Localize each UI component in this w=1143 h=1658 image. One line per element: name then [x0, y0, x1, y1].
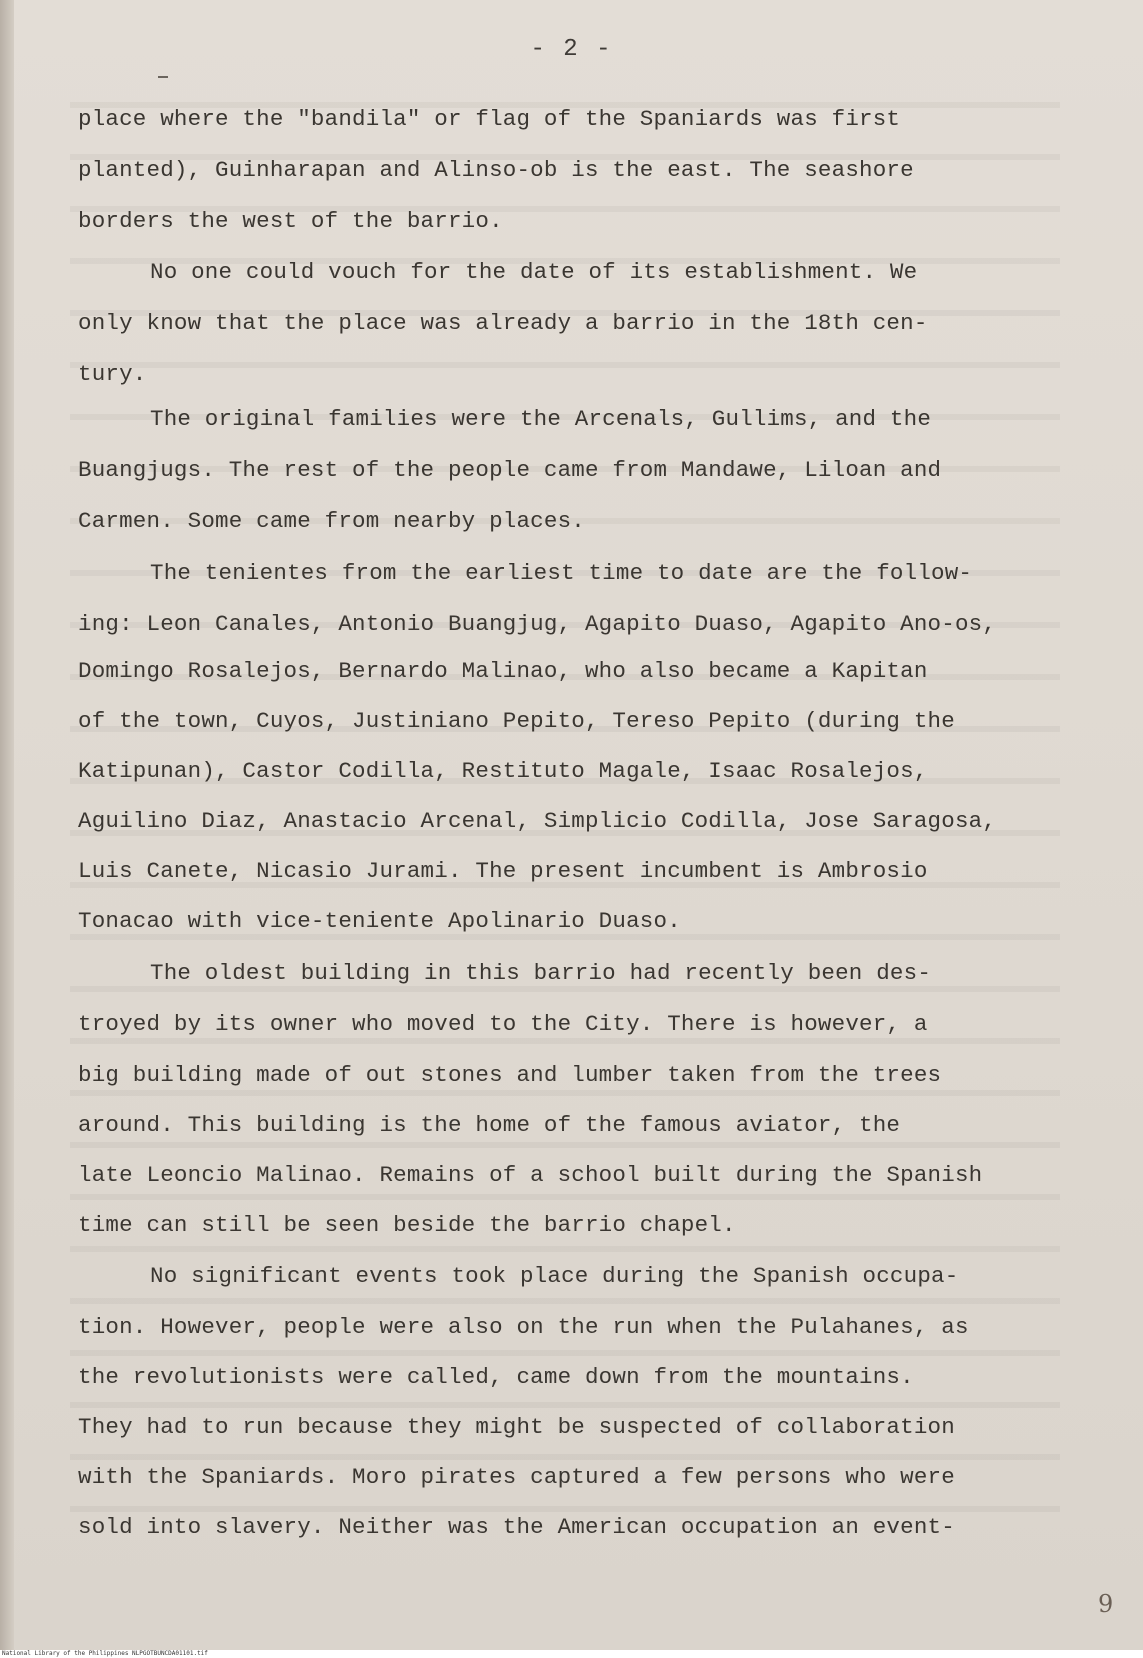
text-line: Tonacao with vice-teniente Apolinario Duaso.: [78, 908, 681, 934]
text-line: The tenientes from the earliest time to date are the follow-: [150, 560, 973, 586]
page-number: - 2 -: [530, 36, 613, 63]
text-line: Luis Canete, Nicasio Jurami. The present incumbent is Ambrosio: [78, 858, 928, 884]
text-line: planted), Guinharapan and Alinso-ob is the east. The seashore: [78, 157, 914, 183]
text-line: They had to run because they might be suspected of collaboration: [78, 1414, 955, 1440]
text-line: tion. However, people were also on the run when the Pulahanes, as: [78, 1314, 969, 1340]
text-line: around. This building is the home of the famous aviator, the: [78, 1112, 901, 1138]
bleed-through-text: [70, 80, 1060, 1530]
text-line: borders the west of the barrio.: [78, 208, 503, 234]
text-line: tury.: [78, 361, 147, 387]
text-line: sold into slavery. Neither was the American occupation an event-: [78, 1514, 955, 1540]
scan-footer: National Library of the Philippines NLPGOTBUNCDA01101.tif: [0, 1650, 1143, 1658]
text-line: The original families were the Arcenals, Gullims, and the: [150, 406, 932, 432]
text-line: late Leoncio Malinao. Remains of a school built during the Spanish: [78, 1162, 983, 1188]
text-line: time can still be seen beside the barrio chapel.: [78, 1212, 736, 1238]
text-line: place where the "bandila" or flag of the Spaniards was first: [78, 106, 901, 132]
text-line: No significant events took place during the Spanish occupa-: [150, 1263, 959, 1289]
text-line: Carmen. Some came from nearby places.: [78, 508, 585, 534]
handwritten-page-mark: 9: [1098, 1590, 1114, 1618]
text-line: big building made of out stones and lumber taken from the trees: [78, 1062, 942, 1088]
text-line: of the town, Cuyos, Justiniano Pepito, Tereso Pepito (during the: [78, 708, 955, 734]
text-line: Buangjugs. The rest of the people came from Mandawe, Liloan and: [78, 457, 942, 483]
text-line: Aguilino Diaz, Anastacio Arcenal, Simplicio Codilla, Jose Saragosa,: [78, 808, 997, 834]
text-line: The oldest building in this barrio had recently been des-: [150, 960, 932, 986]
text-line: the revolutionists were called, came down from the mountains.: [78, 1364, 914, 1390]
pencil-mark: [158, 76, 168, 78]
text-line: Katipunan), Castor Codilla, Restituto Magale, Isaac Rosalejos,: [78, 758, 928, 784]
text-line: ing: Leon Canales, Antonio Buangjug, Agapito Duaso, Agapito Ano-os,: [78, 611, 997, 637]
text-line: only know that the place was already a barrio in the 18th cen-: [78, 310, 928, 336]
text-line: No one could vouch for the date of its establishment. We: [150, 259, 918, 285]
text-line: Domingo Rosalejos, Bernardo Malinao, who also became a Kapitan: [78, 658, 928, 684]
page-left-edge: [0, 0, 14, 1650]
text-line: with the Spaniards. Moro pirates captured a few persons who were: [78, 1464, 955, 1490]
text-line: troyed by its owner who moved to the City. There is however, a: [78, 1011, 928, 1037]
